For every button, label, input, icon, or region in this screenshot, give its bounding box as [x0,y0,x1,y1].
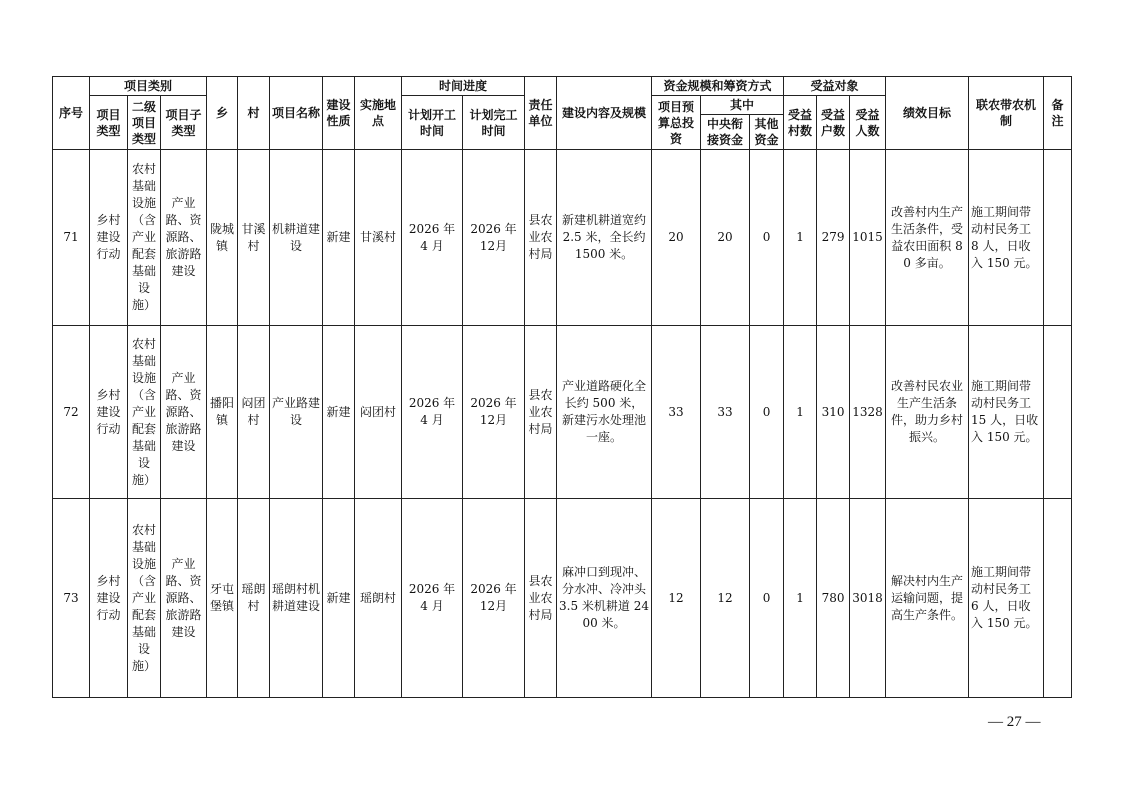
cell-project-name: 产业路建设 [270,326,323,499]
header-total-budget: 项目预算总投资 [652,96,701,150]
cell-total-budget: 20 [652,150,701,326]
cell-seq: 73 [53,499,90,698]
cell-secondary-type: 农村基础设施（含产业配套基础设施） [128,499,161,698]
cell-performance: 改善村民农业生产生活条件，助力乡村振兴。 [886,326,969,499]
cell-total-budget: 12 [652,499,701,698]
cell-project-type: 乡村建设行动 [90,150,128,326]
cell-benefit-people: 3018 [850,499,886,698]
cell-central-funds: 20 [701,150,750,326]
cell-benefit-villages: 1 [784,150,817,326]
cell-plan-end: 2026 年 12月 [463,499,525,698]
header-benefit-people: 受益人数 [850,96,886,150]
cell-plan-start: 2026 年 4 月 [402,326,463,499]
header-of-which: 其中 [701,96,784,115]
cell-sub-type: 产业路、资源路、旅游路建设 [161,499,207,698]
cell-remarks [1044,499,1072,698]
cell-linkage: 施工期间带动村民务工 15 人，日收入 150 元。 [969,326,1044,499]
cell-benefit-villages: 1 [784,499,817,698]
header-content-scale: 建设内容及规模 [557,77,652,150]
header-performance: 绩效目标 [886,77,969,150]
cell-sub-type: 产业路、资源路、旅游路建设 [161,150,207,326]
cell-build-nature: 新建 [323,326,355,499]
cell-plan-start: 2026 年 4 月 [402,499,463,698]
cell-plan-end: 2026 年 12月 [463,150,525,326]
header-sub-type: 项目子类型 [161,96,207,150]
cell-township: 陇城镇 [207,150,238,326]
project-table [52,76,1072,698]
header-village: 村 [238,77,270,150]
header-seq: 序号 [53,77,90,150]
cell-responsible-unit: 县农业农村局 [525,326,557,499]
header-beneficiary: 受益对象 [784,77,886,96]
header-remarks: 备注 [1044,77,1072,150]
header-project-type: 项目类型 [90,96,128,150]
cell-linkage: 施工期间带动村民务工 6 人，日收入 150 元。 [969,499,1044,698]
cell-benefit-households: 279 [817,150,850,326]
cell-benefit-people: 1328 [850,326,886,499]
cell-village: 闷团村 [238,326,270,499]
cell-responsible-unit: 县农业农村局 [525,499,557,698]
cell-project-type: 乡村建设行动 [90,499,128,698]
cell-location: 瑶朗村 [355,499,402,698]
cell-plan-end: 2026 年 12月 [463,326,525,499]
cell-remarks [1044,326,1072,499]
table-row [53,499,1072,698]
header-funding: 资金规模和筹资方式 [652,77,784,96]
cell-location: 闷团村 [355,326,402,499]
cell-benefit-households: 780 [817,499,850,698]
cell-build-nature: 新建 [323,150,355,326]
cell-secondary-type: 农村基础设施（含产业配套基础设施） [128,150,161,326]
page-number: — 27 — [988,714,1041,730]
cell-benefit-villages: 1 [784,326,817,499]
cell-project-name: 瑶朗村机耕道建设 [270,499,323,698]
cell-seq: 72 [53,326,90,499]
cell-seq: 71 [53,150,90,326]
header-plan-start: 计划开工时间 [402,96,463,150]
cell-project-type: 乡村建设行动 [90,326,128,499]
cell-village: 瑶朗村 [238,499,270,698]
header-responsible-unit: 责任单位 [525,77,557,150]
cell-content-scale: 新建机耕道宽约 2.5 米，全长约 1500 米。 [557,150,652,326]
header-project-name: 项目名称 [270,77,323,150]
header-central-funds: 中央衔接资金 [701,115,750,150]
table-row [53,326,1072,499]
cell-project-name: 机耕道建设 [270,150,323,326]
cell-township: 播阳镇 [207,326,238,499]
cell-build-nature: 新建 [323,499,355,698]
table-row [53,150,1072,326]
cell-performance: 改善村内生产生活条件，受益农田面积 80 多亩。 [886,150,969,326]
cell-central-funds: 12 [701,499,750,698]
header-secondary-type: 二级项目类型 [128,96,161,150]
cell-remarks [1044,150,1072,326]
cell-total-budget: 33 [652,326,701,499]
cell-plan-start: 2026 年 4 月 [402,150,463,326]
cell-content-scale: 产业道路硬化全长约 500 米，新建污水处理池一座。 [557,326,652,499]
header-plan-end: 计划完工时间 [463,96,525,150]
cell-secondary-type: 农村基础设施（含产业配套基础设施） [128,326,161,499]
cell-content-scale: 麻冲口到现冲、分水冲、冷冲头 3.5 米机耕道 2400 米。 [557,499,652,698]
header-location: 实施地点 [355,77,402,150]
cell-other-funds: 0 [750,326,784,499]
cell-responsible-unit: 县农业农村局 [525,150,557,326]
cell-performance: 解决村内生产运输问题，提高生产条件。 [886,499,969,698]
cell-central-funds: 33 [701,326,750,499]
header-benefit-villages: 受益村数 [784,96,817,150]
header-other-funds: 其他资金 [750,115,784,150]
cell-sub-type: 产业路、资源路、旅游路建设 [161,326,207,499]
cell-benefit-households: 310 [817,326,850,499]
header-project-category: 项目类别 [90,77,207,96]
cell-linkage: 施工期间带动村民务工 8 人，日收入 150 元。 [969,150,1044,326]
cell-township: 牙屯堡镇 [207,499,238,698]
header-build-nature: 建设性质 [323,77,355,150]
header-schedule: 时间进度 [402,77,525,96]
header-township: 乡 [207,77,238,150]
header-benefit-households: 受益户数 [817,96,850,150]
cell-location: 甘溪村 [355,150,402,326]
cell-other-funds: 0 [750,499,784,698]
cell-benefit-people: 1015 [850,150,886,326]
header-linkage: 联农带农机制 [969,77,1044,150]
cell-other-funds: 0 [750,150,784,326]
cell-village: 甘溪村 [238,150,270,326]
